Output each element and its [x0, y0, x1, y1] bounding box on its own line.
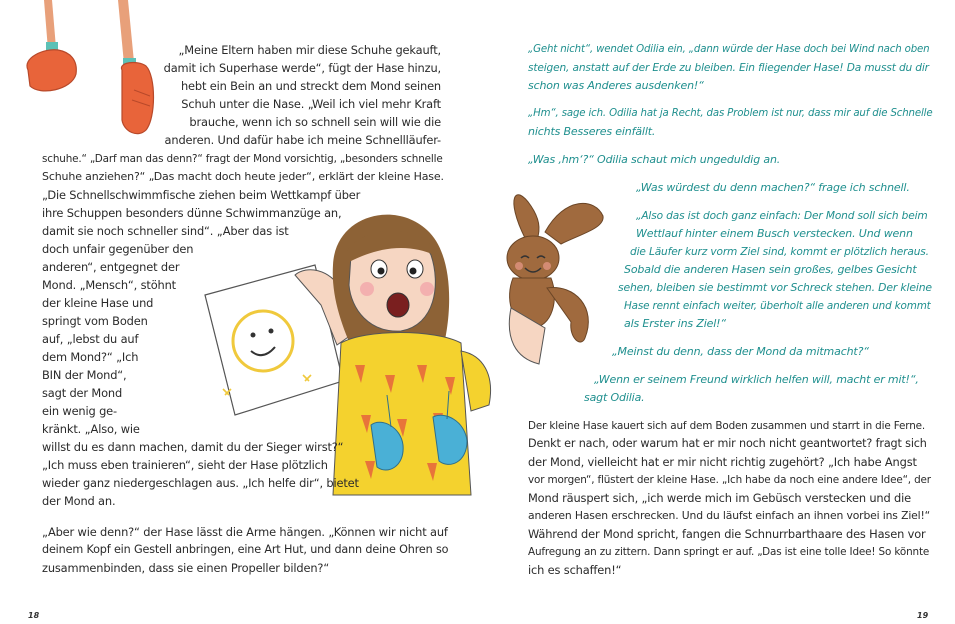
left-text-line: „Aber wie denn?“ der Hase lässt die Arme hängen. „Können wir nicht auf: [42, 525, 448, 539]
left-text-line: „Ich muss eben trainieren“, sieht der Hase plötzlich: [42, 458, 328, 472]
left-text-line: anderen“, entgegnet der: [42, 260, 180, 274]
page-number-right: 19: [917, 611, 929, 620]
right-text-line: Denkt er nach, oder warum hat er mir noch nicht geantwortet? fragt sich: [528, 437, 927, 450]
right-dialogue-line: „Was ‚hm‘?“ Odilia schaut mich ungeduldig an.: [528, 153, 781, 166]
left-text-line: kränkt. „Also, wie: [42, 422, 140, 436]
left-text-line: ein wenig ge-: [42, 404, 117, 418]
right-text-line: vor morgen“, flüstert der kleine Hase. „Ich habe da noch eine andere Idee“, der: [528, 474, 931, 486]
right-dialogue-line: nichts Besseres einfällt.: [528, 125, 656, 138]
right-dialogue-line: Sobald die anderen Hasen sein großes, gelbes Gesicht: [624, 263, 917, 276]
right-text-line: ich es schaffen!“: [528, 563, 622, 577]
left-text-line: willst du es dann machen, damit du der Sieger wirst?“: [42, 440, 344, 454]
left-text-line: auf, „lebst du auf: [42, 332, 139, 346]
left-text-line: BIN der Mond“,: [42, 368, 127, 382]
right-dialogue-line: „Was würdest du denn machen?“ frage ich schnell.: [636, 181, 910, 194]
left-text-line: springt vom Boden: [42, 314, 148, 328]
left-text-line: der Mond an.: [42, 494, 116, 508]
right-dialogue-line: die Läufer kurz vorm Ziel sind, kommt er plötzlich heraus.: [630, 246, 929, 258]
right-dialogue-line: sehen, bleiben sie bestimmt vor Schreck stehen. Der kleine: [618, 281, 932, 294]
left-text-line: doch unfair gegenüber den: [42, 242, 194, 256]
right-dialogue-line: als Erster ins Ziel!“: [624, 317, 726, 330]
left-text-line: Mond. „Mensch“, stöhnt: [42, 278, 176, 292]
left-text-line: Schuh unter die Nase. „Weil ich viel mehr Kraft: [181, 97, 441, 111]
right-text-line: Der kleine Hase kauert sich auf dem Boden zusammen und starrt in die Ferne.: [528, 420, 926, 432]
left-text-line: damit ich Superhase werde“, fügt der Hase hinzu,: [163, 61, 441, 75]
left-text-line: anderen. Und dafür habe ich meine Schnellläufer-: [164, 133, 441, 147]
right-dialogue-line: „Meinst du denn, dass der Mond da mitmacht?“: [612, 345, 869, 358]
right-text-line: der Mond, vielleicht hat er mir nicht richtig zugehört? „Ich habe Angst: [528, 455, 917, 469]
left-text-line: „Meine Eltern haben mir diese Schuhe gekauft,: [178, 43, 441, 57]
left-text-line: dem Mond?“ „Ich: [42, 350, 139, 364]
left-text-line: brauche, wenn ich so schnell sein will wie die: [189, 115, 441, 129]
right-dialogue-line: „Wenn er seinem Freund wirklich helfen will, macht er mit!“,: [594, 373, 919, 386]
bunny-puppet-illustration: [485, 188, 625, 368]
left-text-line: der kleine Hase und: [42, 296, 154, 310]
left-text-line: sagt der Mond: [42, 386, 123, 400]
right-text-line: Mond räuspert sich, „ich werde mich im Gebüsch verstecken und die: [528, 491, 911, 505]
left-text-line: schuhe.“ „Darf man das denn?“ fragt der Mond vorsichtig, „besonders schnelle: [42, 153, 443, 165]
left-text-line: deinem Kopf ein Gestell anbringen, eine Art Hut, und dann deine Ohren so: [42, 543, 449, 556]
left-text-line: zusammenbinden, dass sie einen Propeller bilden?“: [42, 561, 330, 575]
page-number-left: 18: [28, 611, 40, 620]
left-text-line: „Die Schnellschwimmfische ziehen beim Wettkampf über: [42, 188, 361, 202]
right-dialogue-line: steigen, anstatt auf der Erde zu bleiben. Ein fliegender Hase! Da musst du dir: [528, 62, 929, 74]
left-text-line: hebt ein Bein an und streckt dem Mond seinen: [180, 79, 441, 93]
right-dialogue-line: schon was Anderes ausdenken!“: [528, 79, 704, 92]
left-text-line: ihre Schuppen besonders dünne Schwimmanzüge an,: [42, 206, 342, 220]
right-text-line: Aufregung an zu zittern. Dann springt er auf. „Das ist eine tolle Idee! So könnte: [528, 546, 930, 558]
right-dialogue-line: Hase rennt einfach weiter, überholt alle anderen und kommt: [624, 300, 931, 312]
right-dialogue-line: „Hm“, sage ich. Odilia hat ja Recht, das Problem ist nur, dass mir auf die Schnelle: [528, 108, 933, 119]
right-text-line: anderen Hasen erschrecken. Und du läufst einfach an ihnen vorbei ins Ziel!“: [528, 509, 931, 522]
right-dialogue-line: „Geht nicht“, wendet Odilia ein, „dann würde der Hase doch bei Wind nach oben: [528, 44, 930, 55]
right-dialogue-line: „Also das ist doch ganz einfach: Der Mond soll sich beim: [636, 210, 928, 222]
right-dialogue-line: Wettlauf hinter einem Busch verstecken. Und wenn: [636, 227, 913, 240]
right-dialogue-line: sagt Odilia.: [584, 391, 645, 404]
right-text-line: Während der Mond spricht, fangen die Schnurrbarthaare des Hasen vor: [528, 527, 926, 541]
left-text-line: wieder ganz niedergeschlagen aus. „Ich helfe dir“, bietet: [42, 476, 359, 490]
left-text-line: Schuhe anziehen?“ „Das macht doch heute jeder“, erklärt der kleine Hase.: [42, 170, 444, 183]
left-text-line: damit sie noch schneller sind“. „Aber das ist: [42, 224, 289, 238]
